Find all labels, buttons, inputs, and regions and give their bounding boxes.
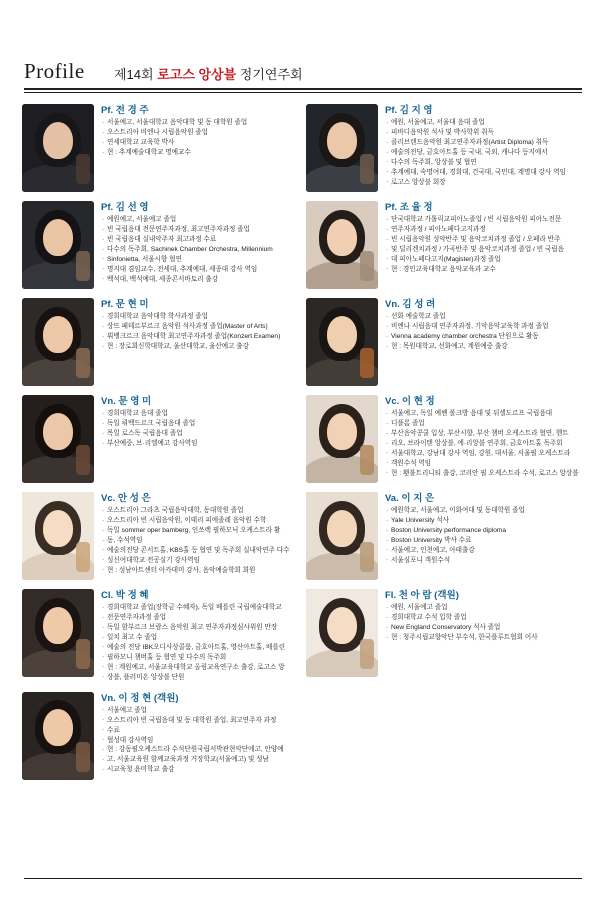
profile-credit-line: · 다수의 독주회, 앙상블 및 협연	[385, 158, 584, 168]
profile-credit-line: · 객원수석 역임	[385, 459, 584, 469]
profile-info	[94, 692, 300, 780]
profile-credit-line: · 예술의전당, 금호아트홀 등 국내, 국외, 캐나다 등지에서	[385, 148, 584, 158]
profile-name: Vn. 문 영 미	[101, 396, 152, 407]
profile-credit-line: · 선화 예술학교 졸업	[385, 312, 584, 322]
profile-credit-line: · 빈 국립음대 실내악주자 최고과정 수료	[101, 235, 300, 245]
profile-credit-line: · 피바디음악원 석사 및 박사학위 취득	[385, 128, 584, 138]
profile-credits	[101, 506, 300, 575]
profile-credit-line: · 및 딜리겐치과정 / 가곡반주 및 음악코치과정 졸업 / 빈 국립음	[385, 245, 584, 255]
concert-subtitle	[110, 64, 582, 90]
profile-photo	[22, 589, 94, 677]
profile-credits	[101, 409, 300, 449]
profile-credit-line: · 부산예중, 브·리엘예고 강사역임	[101, 439, 300, 449]
profile-info	[378, 589, 584, 683]
profile-info	[378, 492, 584, 580]
page-header	[18, 42, 582, 90]
profile-name: Vc. 이 현 정	[385, 396, 435, 407]
profile-credits	[385, 603, 584, 643]
profile-credit-line: · 일치 최고 수 졸업	[101, 633, 300, 643]
profile-credit-line: · 상블, 플러미온 앙상블 단원	[101, 673, 300, 683]
profile-info	[378, 395, 584, 483]
profile-credit-line: · 예원예고, 서울예고 졸업	[101, 215, 300, 225]
profile-credit-line: · 독일 뤼벡드르크 국립음대 졸업	[101, 419, 300, 429]
profile-credit-line: · Yale University 석사	[385, 516, 584, 526]
profile-credits	[385, 409, 584, 478]
profile-credit-line: · 서울대학교, 강남대 강사 역임, 강원, 대서울, 서울필 오케스트라	[385, 449, 584, 459]
profile-photo	[306, 492, 378, 580]
header-divider-thin	[24, 92, 582, 93]
profile-credit-line: · 비엔나 시립음대 연주자과정, 기악음악교육학 과정 졸업	[385, 322, 584, 332]
profile-credit-line: · 현 : 강동필오케스트라 수석단원국립서박관현악단에고, 안양예	[101, 745, 300, 755]
profile-card	[22, 395, 306, 483]
footer-divider	[24, 878, 582, 879]
profile-credit-line: · 예원, 서울예고 졸업	[385, 603, 584, 613]
profile-credit-line: · 현 : 경인교육대학교 음악교육과 교수	[385, 265, 584, 275]
profile-credit-line: · 현 : 청주시립교향악단 부수석, 한국플루트협회 이사	[385, 633, 584, 643]
profile-credit-line: · 클리브랜드음악원 최고연주자과정(Artist Diploma) 취득	[385, 138, 584, 148]
profile-credit-line: · 전문연주자과정 졸업	[101, 613, 300, 623]
profile-card	[22, 589, 306, 683]
profile-name: Cl. 박 정 혜	[101, 590, 149, 601]
profile-info	[378, 298, 584, 386]
profile-credit-line: · 서울심포니 객원수석	[385, 556, 584, 566]
profile-name: Pf. 조 율 정	[385, 202, 433, 213]
profile-info	[94, 201, 300, 289]
profile-credit-line: · 현 : 장로회신학대학교, 울산대학교, 울산예고 출강	[101, 342, 300, 352]
profile-credit-line: · 현 : 성남아트센터 아카데미 강사, 음악예술학회 회원	[101, 566, 300, 576]
page-title: Profile	[24, 59, 85, 83]
profile-card	[306, 492, 590, 580]
profile-info	[94, 395, 300, 483]
profile-credit-line: · 다수의 독주회, Sachinek Chamber Orchestra, Millennium	[101, 245, 300, 255]
profile-card	[306, 589, 590, 683]
profile-credit-line: · 로고스 앙상블 회장	[385, 178, 584, 188]
profile-credit-line: · 대 피아노페다고지(Magister)과정 졸업	[385, 255, 584, 265]
profile-credit-line: · 뷔뱅크르크 음악대학 최고연주자과정 졸업(Konzert Examen)	[101, 332, 300, 342]
profile-credit-line: · 독일 sommer oper bamberg, 인쓰렉 필하모닉 오케스트라 활	[101, 526, 300, 536]
profile-photo	[306, 298, 378, 386]
profile-info	[94, 589, 300, 683]
profile-credit-line: · Sinfonietta, 서울시향 협연	[101, 255, 300, 265]
profile-credit-line: · 디플롬 졸업	[385, 419, 584, 429]
profile-credit-line: · 빈 국립음대 전문연주자과정, 최고연주자과정 졸업	[101, 225, 300, 235]
profile-credit-line: · 부산음악콩쿨 입상, 부산시향, 부산 챔버 오케스트라 협연, 헨트	[385, 429, 584, 439]
profile-card	[22, 298, 306, 386]
profile-credit-line: · Boston University performance diploma	[385, 526, 584, 536]
profile-credit-line: · 현 : 계원예고, 서울교육대학교 올림교육연구소 출강, 로고스 앙	[101, 663, 300, 673]
profile-credit-line: · 필하모니 챔버홀 등 협연 및 다수의 독주회	[101, 653, 300, 663]
profile-credit-line: · 오스트리아 그라츠 국립음악대학, 동대학원 졸업	[101, 506, 300, 516]
profile-credit-line: · 서울예고 졸업	[101, 706, 300, 716]
profile-credit-line: · 동, 수석역임	[101, 536, 300, 546]
profile-name: Pf. 김 지 영	[385, 105, 433, 116]
profile-credit-line: · 현 : 목원대학교, 선화예고, 계원예중 출강	[385, 342, 584, 352]
profile-credits	[101, 312, 300, 352]
profile-card	[22, 692, 306, 780]
profile-credit-line: · 목일 로스독 국립음대 졸업	[101, 429, 300, 439]
profile-credit-line: · 연주자과정 / 피아노페다고지과정	[385, 225, 584, 235]
profile-credit-line: · Boston University 박사 수료	[385, 536, 584, 546]
profile-name: Va. 이 지 은	[385, 493, 435, 504]
profile-credit-line: · 예원, 서울예고, 서울대 음대 졸업	[385, 118, 584, 128]
profile-credit-line: · 수료	[101, 726, 300, 736]
profile-credit-line: · 현 : 횃불트리니티 출강, 코리안 필 오케스트라 수석, 로고스 앙상블	[385, 469, 584, 479]
profile-info	[94, 298, 300, 386]
profile-credits	[101, 706, 300, 775]
profile-credit-line: · 연세대학교 교육학 박사	[101, 138, 300, 148]
profile-credit-line: · 성신여대학교 전공실기 강사역임	[101, 556, 300, 566]
profile-photo	[22, 395, 94, 483]
profile-card	[306, 395, 590, 483]
profile-credit-line: · 상뜨 페테르부르크 음악원 석사과정 졸업(Master of Arts)	[101, 322, 300, 332]
profile-credit-line: · New England Conservatory 석사 졸업	[385, 623, 584, 633]
profile-credit-line: · 오스트리아 빈 시립음악원, 이태리 피에졸레 음악원 수학	[101, 516, 300, 526]
profile-photo	[22, 201, 94, 289]
profile-info	[94, 104, 300, 192]
profile-credit-line: · 백석대, 백석예대, 세종콘서바토리 출강	[101, 275, 300, 285]
profile-credit-line: · 추계예대, 숙명여대, 경희대, 건국대, 국민대, 계명대 강사 역임	[385, 168, 584, 178]
profile-card	[306, 104, 590, 192]
profile-name: Fl. 천 아 람 (객원)	[385, 590, 459, 601]
profile-name: Pf. 전 경 주	[101, 105, 149, 116]
profile-info	[378, 104, 584, 192]
profile-credit-line: · 독일 함부르크 브람스 음악원 최고 연주자과정심사위원 만장	[101, 623, 300, 633]
profile-credit-line: · 경희대학교 수석 입학 졸업	[385, 613, 584, 623]
profile-credit-line: · 협성대 강사역임	[101, 736, 300, 746]
profile-credit-line: · 시교육청 윤미학교 출강	[101, 765, 300, 775]
profile-credits	[101, 603, 300, 682]
profile-credit-line: · 단국대학교 가톨릭교피아노졸업 / 빈 시립음악원 피아노전문	[385, 215, 584, 225]
subtitle-highlight: 로고스 앙상블	[157, 67, 237, 82]
profile-photo	[306, 104, 378, 192]
subtitle-suffix: 정기연주회	[236, 67, 303, 82]
profile-photo	[306, 589, 378, 677]
profile-credits	[101, 215, 300, 284]
profile-grid	[22, 104, 590, 789]
profile-name: Pf. 김 선 영	[101, 202, 149, 213]
profile-credit-line: · 빈 시립음악원 성악반주 및 음악코치과정 졸업 / 오페라 반주	[385, 235, 584, 245]
profile-credit-line: · 경희대학교 음악대학 학사과정 졸업	[101, 312, 300, 322]
profile-credit-line: · Vienna academy chamber orchestra 단원으로 활동	[385, 332, 584, 342]
profile-credit-line: · 오스트리아 비엔나 시립음악원 졸업	[101, 128, 300, 138]
profile-name: Pf. 문 현 미	[101, 299, 149, 310]
profile-credit-line: · 서울예고, 인천예고, 아태출강	[385, 546, 584, 556]
profile-card	[22, 201, 306, 289]
profile-credit-line: · 오스트리아 빈 국립음대 및 동 대학원 졸업, 최고연주자 과정	[101, 716, 300, 726]
profile-photo	[306, 395, 378, 483]
profile-card	[22, 104, 306, 192]
profile-info	[378, 201, 584, 289]
profile-photo	[22, 104, 94, 192]
profile-credit-line: · 서울예고, 서울대학교 음악대학 및 동 대학원 졸업	[101, 118, 300, 128]
profile-info	[94, 492, 300, 580]
profile-credit-line: · 현 : 추계예술대학교 명예교수	[101, 148, 300, 158]
profile-credit-line: · 예원학교, 서울예고, 이화여대 및 동대학원 졸업	[385, 506, 584, 516]
profile-credit-line: · 예술의 전당 IBK오디사상콜룸, 금호아트홀, 영산아트홀, 베를린	[101, 643, 300, 653]
profile-credits	[385, 215, 584, 274]
profile-photo	[22, 492, 94, 580]
profile-credit-line: · 명지대 겸임교수, 전세대, 추계예대, 세종대 강사 역임	[101, 265, 300, 275]
profile-name: Vc. 안 성 은	[101, 493, 151, 504]
profile-photo	[306, 201, 378, 289]
profile-photo	[22, 298, 94, 386]
profile-card	[306, 201, 590, 289]
header-divider	[24, 88, 582, 90]
profile-credit-line: · 리오, 브라이텐 앙상블, 에·리앙블 연주회, 금호아트홀 독주회	[385, 439, 584, 449]
profile-name: Vn. 이 정 현 (객원)	[101, 692, 179, 704]
profile-credit-line: · 고, 서울교육원 함께교육과정 거장학교(서울예고) 및 성남	[101, 755, 300, 765]
profile-page	[0, 42, 600, 901]
profile-card	[306, 298, 590, 386]
profile-credit-line: · 경희대학교 졸업(장학금 수혜자), 독일 베를린 국립예술대학교	[101, 603, 300, 613]
profile-credits	[385, 312, 584, 352]
profile-credit-line: · 예술의전당 콘서트홀, KBS홀 등 협연 및 독주회 실내악연주 다수	[101, 546, 300, 556]
profile-photo	[22, 692, 94, 780]
profile-credits	[101, 118, 300, 158]
profile-credits	[385, 506, 584, 565]
profile-credit-line: · 서울예고, 독일 예쎈 폴크방 음대 및 뒤셀도르프 국립음대	[385, 409, 584, 419]
subtitle-prefix: 제14회	[114, 67, 158, 82]
profile-credits	[385, 118, 584, 187]
profile-credit-line: · 경희대학교 음대 졸업	[101, 409, 300, 419]
profile-name: Vn. 김 성 려	[385, 299, 436, 310]
profile-card	[22, 492, 306, 580]
